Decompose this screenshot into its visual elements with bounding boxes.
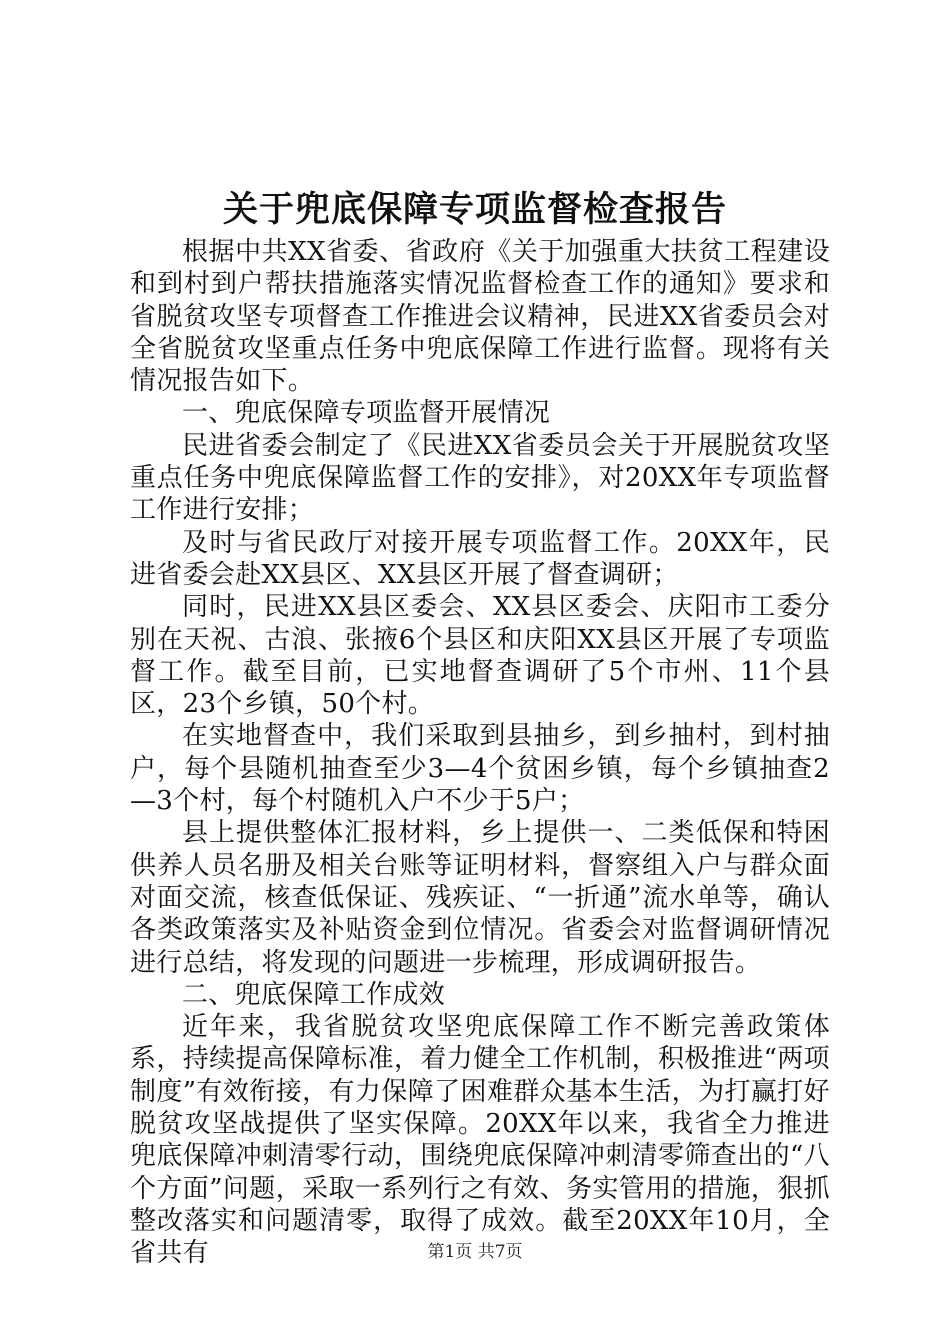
section-heading-2: 二、兜底保障工作成效 [182,979,446,1010]
document-body [130,236,830,1270]
section-heading-1: 一、兜底保障专项监督开展情况 [182,398,551,429]
paragraph-liaison: 及时与省民政厅对接开展专项监督工作。20XX年，民进省委会赴XX县区、XX县区开展了督查调研； [130,527,830,590]
paragraph-verification: 县上提供整体汇报材料，乡上提供一、二类低保和特困供养人员名册及相关台账等证明材料，督察组入户与群众面对面交流，核查低保证、残疾证、“一折通”流水单等，确认各类政策落实及补贴资金到位情况。省委会对监督调研情况进行总结，将发现的问题进一步梳理，形成调研报告。 [130,818,830,978]
paragraph-coverage: 同时，民进XX县区委会、XX县区委会、庆阳市工委分别在天祝、古浪、张掖6个县区和庆阳XX县区开展了专项监督工作。截至目前，已实地督查调研了5个市州、11个县区，23个乡镇，50个村。 [130,592,830,720]
page-number-footer: 第1页 共7页 [427,1242,523,1262]
intro-paragraph: 根据中共XX省委、省政府《关于加强重大扶贫工程建设和到村到户帮扶措施落实情况监督检查工作的通知》要求和省脱贫攻坚专项督查工作推进会议精神，民进XX省委员会对全省脱贫攻坚重点任务中兜底保障工作进行监督。现将有关情况报告如下。 [130,237,830,397]
document-title: 关于兜底保障专项监督检查报告 [222,189,727,230]
paragraph-achievements: 近年来，我省脱贫攻坚兜底保障工作不断完善政策体系，持续提高保障标准，着力健全工作机制，积极推进“两项制度”有效衔接，有力保障了困难群众基本生活，为打赢打好脱贫攻坚战提供了坚实保障。20XX年以来，我省全力推进兜底保障冲刺清零行动，围绕兜底保障冲刺清零筛查出的“八个方面”问题，采取一系列行之有效、务实管用的措施，狠抓整改落实和问题清零，取得了成效。截至20XX年10月，全省共有 [130,1012,830,1269]
paragraph-sampling: 在实地督查中，我们采取到县抽乡，到乡抽村，到村抽户，每个县随机抽查至少3—4个贫困乡镇，每个乡镇抽查2—3个村，每个村随机入户不少于5户； [130,721,830,817]
paragraph-plan: 民进省委会制定了《民进XX省委员会关于开展脱贫攻坚重点任务中兜底保障监督工作的安排》，对20XX年专项监督工作进行安排； [130,430,830,526]
